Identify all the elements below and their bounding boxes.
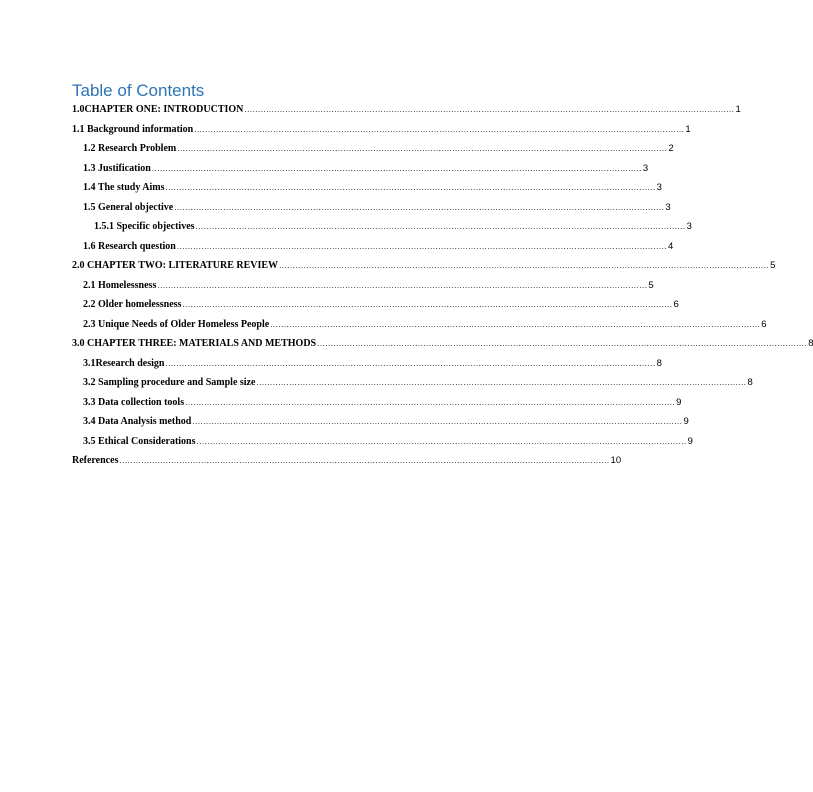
toc-entry-page: 3: [656, 182, 662, 193]
toc-entry-label: 3.3 Data collection tools: [83, 397, 185, 408]
toc-entry-1-4[interactable]: [83, 179, 662, 193]
toc-dot-leader: ....................................................................................................................................................................................: [185, 398, 676, 407]
toc-entry-3-1[interactable]: [83, 355, 662, 369]
toc-entry-chapter-3[interactable]: [72, 335, 813, 349]
toc-dot-leader: ....................................................................................................................................................................................: [174, 203, 665, 212]
toc-dot-leader: ....................................................................................................................................................................................: [317, 339, 808, 348]
toc-dot-leader: ....................................................................................................................................................................................: [182, 300, 673, 309]
toc-entry-page: 2: [668, 143, 674, 154]
toc-dot-leader: ....................................................................................................................................................................................: [176, 242, 667, 251]
toc-entry-page: 5: [770, 260, 776, 271]
toc-dot-leader: ....................................................................................................................................................................................: [192, 417, 683, 426]
toc-entry-2-2[interactable]: [83, 296, 679, 310]
toc-entry-label: 3.2 Sampling procedure and Sample size: [83, 377, 256, 388]
toc-entry-page: 4: [667, 241, 674, 252]
toc-entry-page: 3: [665, 202, 671, 213]
toc-entry-label: 1.5.1 Specific objectives: [94, 221, 195, 232]
toc-entry-references[interactable]: [72, 452, 622, 466]
toc-entry-label: 3.4 Data Analysis method: [83, 416, 192, 427]
toc-entry-1-6[interactable]: [83, 238, 674, 252]
toc-entry-chapter-1[interactable]: [72, 101, 741, 115]
toc-entry-label: 3.5 Ethical Considerations: [83, 436, 196, 447]
toc-entry-label: 1.6 Research question: [83, 241, 176, 252]
toc-entry-page: 9: [687, 436, 693, 447]
toc-entry-1-5[interactable]: [83, 199, 671, 213]
toc-entry-1-5-1[interactable]: [94, 218, 692, 232]
toc-entry-label: 1.3 Justification: [83, 163, 151, 174]
toc-dot-leader: ....................................................................................................................................................................................: [194, 125, 685, 134]
toc-entry-page: 9: [676, 397, 682, 408]
toc-entry-1-1[interactable]: [72, 121, 691, 135]
toc-entry-label: 3.1Research design: [83, 358, 165, 369]
toc-entry-page: 8: [808, 338, 813, 349]
toc-title: Table of Contents: [72, 81, 205, 100]
toc-entry-page: 6: [761, 319, 767, 330]
toc-entry-page: 1: [735, 104, 741, 115]
toc-entry-label: 1.0CHAPTER ONE: INTRODUCTION: [72, 104, 244, 115]
toc-dot-leader: ....................................................................................................................................................................................: [256, 378, 747, 387]
toc-dot-leader: ....................................................................................................................................................................................: [151, 164, 642, 173]
toc-entry-3-4[interactable]: [83, 413, 689, 427]
toc-entry-label: 2.0 CHAPTER TWO: LITERATURE REVIEW: [72, 260, 279, 271]
toc-dot-leader: ....................................................................................................................................................................................: [244, 105, 735, 114]
toc-dot-leader: ....................................................................................................................................................................................: [165, 359, 656, 368]
toc-dot-leader: ....................................................................................................................................................................................: [165, 183, 656, 192]
toc-entry-label: 1.5 General objective: [83, 202, 174, 213]
toc-entry-3-3[interactable]: [83, 394, 682, 408]
toc-entry-label: 1.1 Background information: [72, 124, 194, 135]
toc-entry-3-5[interactable]: [83, 433, 693, 447]
toc-entry-label: References: [72, 455, 119, 466]
toc-entry-1-3[interactable]: [83, 160, 649, 174]
toc-entry-label: 2.3 Unique Needs of Older Homeless People: [83, 319, 270, 330]
toc-entry-label: 1.4 The study Aims: [83, 182, 165, 193]
toc-entry-label: 1.2 Research Problem: [83, 143, 177, 154]
toc-entry-2-3[interactable]: [83, 316, 767, 330]
toc-entry-page: 3: [642, 163, 649, 174]
toc-entry-page: 5: [648, 280, 654, 291]
toc-entry-page: 6: [673, 299, 679, 310]
toc-entry-page: 1: [685, 124, 691, 135]
toc-entry-3-2[interactable]: [83, 374, 753, 388]
toc-dot-leader: ....................................................................................................................................................................................: [279, 261, 770, 270]
toc-entry-2-1[interactable]: [83, 277, 654, 291]
toc-dot-leader: ....................................................................................................................................................................................: [177, 144, 668, 153]
toc-dot-leader: ....................................................................................................................................................................................: [195, 222, 686, 231]
toc-entry-label: 2.1 Homelessness: [83, 280, 157, 291]
toc-entry-page: 3: [686, 221, 692, 232]
toc-entry-page: 8: [656, 358, 662, 369]
toc-entry-label: 3.0 CHAPTER THREE: MATERIALS AND METHODS: [72, 338, 317, 349]
toc-dot-leader: ....................................................................................................................................................................................: [270, 320, 761, 329]
toc-entry-label: 2.2 Older homelessness: [83, 299, 182, 310]
toc-dot-leader: ....................................................................................................................................................................................: [119, 456, 610, 465]
toc-entry-page: 9: [683, 416, 689, 427]
toc-entry-1-2[interactable]: [83, 140, 674, 154]
toc-dot-leader: ....................................................................................................................................................................................: [196, 437, 687, 446]
toc-dot-leader: ....................................................................................................................................................................................: [157, 281, 648, 290]
toc-entry-page: 8: [747, 377, 753, 388]
toc-entry-page: 10: [610, 455, 622, 466]
toc-entry-chapter-2[interactable]: [72, 257, 776, 271]
